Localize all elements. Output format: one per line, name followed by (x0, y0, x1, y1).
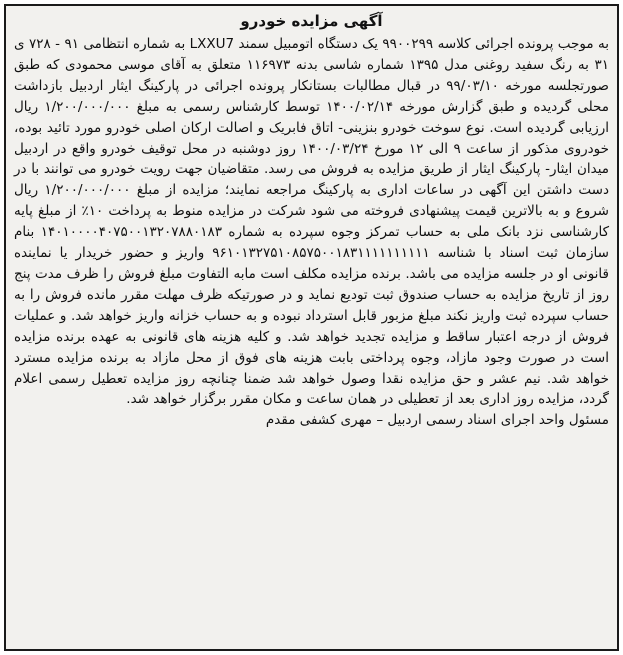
auction-notice (4, 4, 619, 651)
notice-paragraph: به موجب پرونده اجرائی کلاسه ۹۹۰۰۲۹۹ یک دستگاه اتومبیل سمند LXXU7 به شماره انتظامی ۹۱ - ۷۲۸ ی ۳۱ به رنگ سفید روغنی مدل ۱۳۹۵ شماره شاسی بدنه ۱۱۶۹۷۳ متعلق به آقای موسی محمودی که طبق صورتجلسه مورخه ۹۹/۰۳/۱۰ در قبال مطالبات بستانکار پرونده اجرائی در پارکینگ ایثار اردبیل بازداشت محلی گردیده و طبق گزارش مورخه ۱۴۰۰/۰۲/۱۴ توسط کارشناس رسمی به مبلغ ۱/۲۰۰/۰۰۰/۰۰۰ ریال ارزیابی گردیده است. نوع سوخت خودرو بنزینی- اتاق فابریک و اصالت ارکان اصلی خودرو مورد تائید بوده، خودروی مذکور از ساعت ۹ الی ۱۲ مورخ ۱۴۰۰/۰۳/۲۴ روز دوشنبه در محل توقیف خودرو واقع در اردبیل میدان ایثار- پارکینگ ایثار از طریق مزایده به فروش می رسد. متقاضیان جهت رویت خودرو می توانند با در دست داشتن این آگهی در ساعات اداری به پارکینگ مراجعه نمایند؛ مزایده از مبلغ ۱/۲۰۰/۰۰۰/۰۰۰ ریال شروع و به بالاترین قیمت پیشنهادی فروخته می شود شرکت در مزایده منوط به پرداخت ۱۰٪ از مبلغ پایه کارشناسی نزد بانک ملی به حساب تمرکز وجوه سپرده به شماره ۱۴۰۱۰۰۰۰۴۰۷۵۰۰۱۳۲۰۷۸۸۰۱۸۳ بنام سازمان ثبت اسناد با شناسه ۹۶۱۰۱۳۲۷۵۱۰۸۵۷۵۰۰۱۸۳۱۱۱۱۱۱۱۱۱۱ واریز و حضور خریدار یا نماینده قانونی او در جلسه مزایده می باشد. برنده مزایده مکلف است مابه التفاوت مبلغ فروش را ظرف مدت پنج روز از تاریخ مزایده به حساب صندوق ثبت تودیع نماید و در صورتیکه ظرف مهلت مقرر مانده فروش را به حساب سپرده ثبت واریز نکند مبلغ مزبور قابل استرداد نبوده و به حساب خزانه واریز خواهد شد. و عملیات فروش از درجه اعتبار ساقط و مزایده تجدید خواهد شد. و کلیه هزینه های قانونی به عهده برنده مزایده است در صورت وجود مازاد، وجوه پرداختی بابت هزینه های فوق از محل مازاد به برنده مزایده مسترد خواهد شد. نیم عشر و حق مزایده نقدا وصول خواهد شد ضمنا چنانچه روز مزایده تعطیل رسمی اعلام گردد، مزایده روز اداری بعد از تعطیلی در همان ساعت و مکان مقرر برگزار خواهد شد. (14, 36, 609, 408)
notice-body (14, 34, 609, 410)
notice-title: آگهی مزایده خودرو (240, 12, 383, 30)
notice-signature: مسئول واحد اجرای اسناد رسمی اردبیل – مهری کشفی مقدم (265, 412, 609, 429)
